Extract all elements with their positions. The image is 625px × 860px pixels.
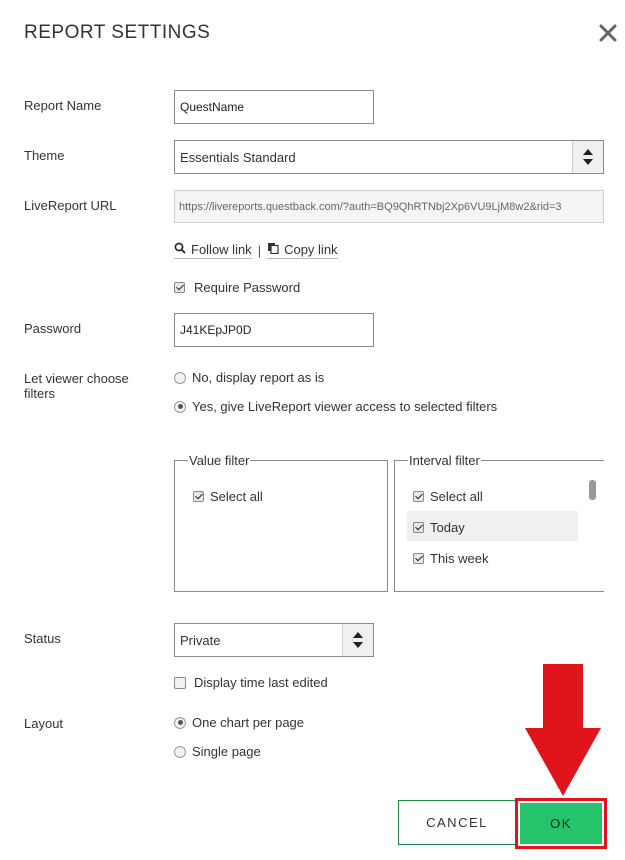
live-report-url-value: https://livereports.questback.com/?auth=BQ9QhRTNbj2Xp6VU9LjM8w2&rid=3 [179, 200, 562, 213]
filter-option-yes[interactable] [174, 399, 497, 414]
interval-filter-select-all[interactable] [413, 489, 483, 504]
theme-label: Theme [24, 148, 65, 163]
report-name-value: QuestName [180, 100, 245, 114]
password-label: Password [24, 321, 82, 336]
interval-filter-today[interactable] [413, 520, 465, 535]
interval-filter-today-label: Today [430, 520, 465, 535]
interval-filter-select-all-label: Select all [430, 489, 483, 504]
select-spinner-icon [342, 624, 373, 656]
copy-link[interactable] [267, 242, 337, 259]
value-filter-box [174, 453, 388, 592]
filter-option-yes-label: Yes, give LiveReport viewer access to selected filters [192, 399, 498, 414]
follow-link[interactable] [174, 242, 252, 259]
layout-option-one-chart[interactable] [174, 715, 304, 730]
status-label: Status [24, 631, 61, 646]
report-name-input[interactable] [174, 90, 374, 124]
scrollbar-thumb[interactable] [589, 480, 596, 500]
link-separator: | [257, 243, 262, 258]
follow-link-label: Follow link [191, 242, 252, 257]
interval-filter-box [394, 453, 604, 592]
require-password-label: Require Password [194, 280, 301, 295]
layout-option-single-page-label: Single page [192, 744, 261, 759]
value-filter-select-all-label: Select all [210, 489, 263, 504]
radio-unselected-icon[interactable] [174, 372, 186, 384]
display-time-checkbox[interactable] [174, 675, 328, 690]
interval-filter-this-week-label: This week [430, 551, 489, 566]
display-time-label: Display time last edited [194, 675, 328, 690]
live-report-url-label: LiveReport URL [24, 198, 117, 213]
checkbox-checked-icon[interactable] [413, 491, 424, 502]
status-value: Private [180, 632, 221, 648]
select-spinner-icon [572, 141, 603, 173]
cancel-button[interactable] [398, 800, 516, 845]
close-icon[interactable] [597, 22, 619, 44]
checkbox-checked-icon[interactable] [413, 522, 424, 533]
filters-label: Let viewer choose filters [24, 371, 129, 401]
interval-filter-this-week[interactable] [413, 551, 489, 566]
copy-icon [267, 242, 279, 257]
checkbox-checked-icon[interactable] [174, 282, 185, 293]
password-input[interactable] [174, 313, 374, 347]
checkbox-unchecked-icon[interactable] [174, 677, 186, 689]
dialog-title: REPORT SETTINGS [24, 22, 211, 43]
live-report-url-field[interactable] [174, 190, 604, 223]
cancel-button-label: CANCEL [426, 815, 488, 830]
interval-filter-legend: Interval filter [409, 453, 480, 468]
down-arrow-annotation-icon [523, 664, 603, 798]
radio-unselected-icon[interactable] [174, 746, 186, 758]
layout-option-one-chart-label: One chart per page [192, 715, 305, 730]
copy-link-label: Copy link [284, 242, 338, 257]
value-filter-select-all[interactable] [193, 489, 263, 504]
ok-button[interactable] [520, 803, 602, 844]
checkbox-checked-icon[interactable] [193, 491, 204, 502]
search-icon [174, 242, 186, 257]
theme-select[interactable] [174, 140, 604, 174]
value-filter-legend: Value filter [189, 453, 250, 468]
filter-option-no-label: No, display report as is [192, 370, 325, 385]
interval-filter-clip [394, 452, 604, 593]
layout-option-single-page[interactable] [174, 744, 261, 759]
theme-value: Essentials Standard [180, 149, 296, 165]
report-name-label: Report Name [24, 98, 102, 113]
radio-selected-icon[interactable] [174, 717, 186, 729]
radio-selected-icon[interactable] [174, 401, 186, 413]
checkbox-checked-icon[interactable] [413, 553, 424, 564]
ok-button-label: OK [550, 816, 572, 831]
link-actions [174, 242, 338, 259]
password-value: J41KEpJP0D [180, 323, 252, 337]
layout-label: Layout [24, 716, 64, 731]
status-select[interactable] [174, 623, 374, 657]
require-password-checkbox[interactable] [174, 280, 300, 295]
filter-option-no[interactable] [174, 370, 324, 385]
